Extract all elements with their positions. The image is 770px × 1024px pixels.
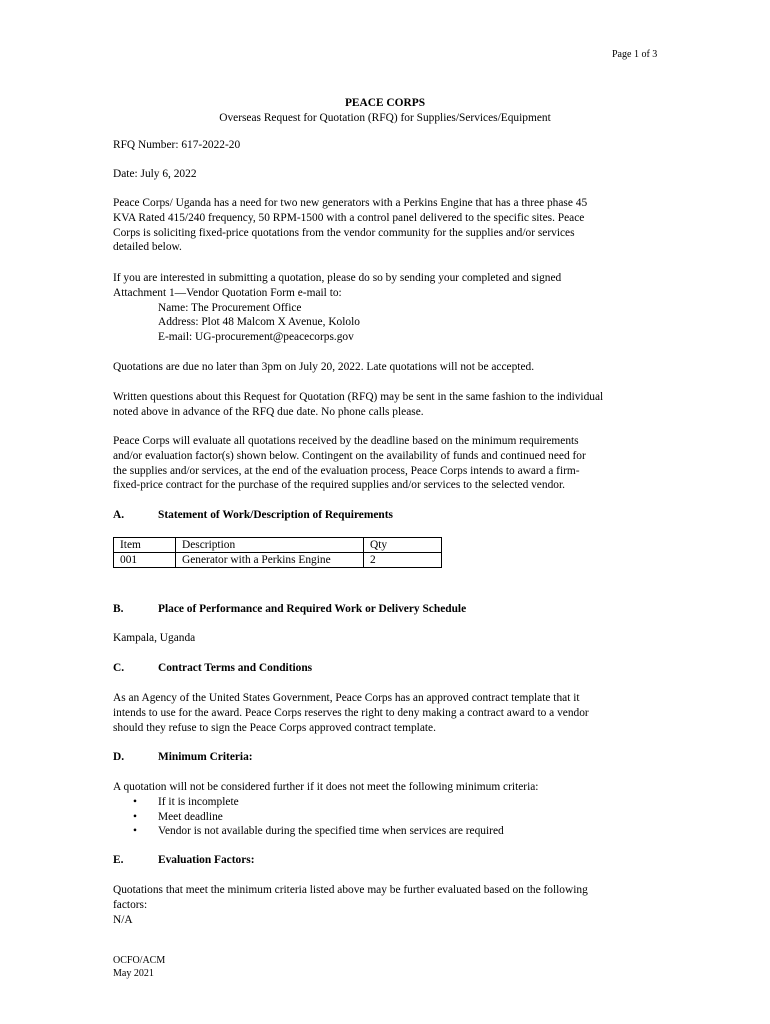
text-line: Quotations that meet the minimum criteria listed above may be further evaluated based on the following xyxy=(113,884,588,896)
text-line: detailed below. xyxy=(113,241,182,254)
contact-email: E-mail: UG-procurement@peacecorps.gov xyxy=(158,331,354,344)
table-header-cell: Item xyxy=(114,538,176,553)
table-cell: 001 xyxy=(114,553,176,568)
section-a-heading xyxy=(113,508,658,523)
requirements-table xyxy=(113,537,442,568)
page-number: Page 1 of 3 xyxy=(612,49,658,60)
intro-paragraph xyxy=(113,196,658,255)
text-line: KVA Rated 415/240 frequency, 50 RPM-1500 with a control panel delivered to the specific sites. Peace xyxy=(113,211,585,224)
footer-office: OCFO/ACM xyxy=(113,955,166,966)
list-item: • Meet deadline xyxy=(133,810,223,823)
document-title: PEACE CORPS xyxy=(344,97,426,109)
bullet-icon: • xyxy=(133,825,137,838)
text-line: should they refuse to sign the Peace Corps approved contract template. xyxy=(113,721,436,734)
section-title: Statement of Work/Description of Requirements xyxy=(158,509,393,521)
text-line: Peace Corps/ Uganda has a need for two new generators with a Perkins Engine that has a three phase 45 xyxy=(113,197,588,209)
document-header xyxy=(0,96,770,126)
table-header-cell: Description xyxy=(176,538,364,553)
bullet-icon: • xyxy=(133,795,137,808)
text-line: and/or evaluation factor(s) shown below. Contingent on the availability of funds and continued need for xyxy=(113,449,586,462)
document-subtitle: Overseas Request for Quotation (RFQ) for Supplies/Services/Equipment xyxy=(219,111,551,124)
section-e-body xyxy=(113,883,658,927)
text-line: fixed-price contract for the purchase of the required supplies and/or services to the selected vendor. xyxy=(113,479,565,492)
text-line: Corps is soliciting fixed-price quotations from the vendor community for the supplies and/or services xyxy=(113,226,575,239)
table-header-row xyxy=(114,538,442,553)
table-row xyxy=(114,553,442,568)
section-d-body xyxy=(113,780,658,839)
section-letter: E. xyxy=(113,854,124,866)
table-header-cell: Qty xyxy=(364,538,442,553)
text-line: intends to use for the award. Peace Corps reserves the right to deny making a contract award to a vendor xyxy=(113,706,589,719)
document-footer xyxy=(113,954,165,980)
contact-name: Name: The Procurement Office xyxy=(158,301,302,314)
deadline-paragraph: Quotations are due no later than 3pm on July 20, 2022. Late quotations will not be accepted. xyxy=(113,361,535,373)
section-title: Minimum Criteria: xyxy=(158,751,253,763)
text-line: Attachment 1—Vendor Quotation Form e-mail to: xyxy=(113,286,342,299)
list-item: • If it is incomplete xyxy=(133,795,239,808)
section-c-heading xyxy=(113,661,658,676)
text-line: noted above in advance of the RFQ due date. No phone calls please. xyxy=(113,405,424,418)
text-line: As an Agency of the United States Government, Peace Corps has an approved contract template that it xyxy=(113,692,580,704)
section-title: Evaluation Factors: xyxy=(158,854,255,866)
rfq-date: Date: July 6, 2022 xyxy=(113,168,197,180)
criteria-list xyxy=(113,795,658,839)
list-item: • Vendor is not available during the specified time when services are required xyxy=(133,825,504,838)
table-cell: 2 xyxy=(364,553,442,568)
section-c-body xyxy=(113,691,658,735)
text-line: Peace Corps will evaluate all quotations received by the deadline based on the minimum requirements xyxy=(113,435,579,447)
table-cell: Generator with a Perkins Engine xyxy=(176,553,364,568)
section-letter: D. xyxy=(113,751,125,763)
text-line: Written questions about this Request for Quotation (RFQ) may be sent in the same fashion to the individual xyxy=(113,391,604,403)
section-letter: B. xyxy=(113,603,124,615)
rfq-number: RFQ Number: 617-2022-20 xyxy=(113,139,241,151)
text-line: factors: xyxy=(113,898,148,911)
evaluation-paragraph xyxy=(113,434,658,493)
section-b-heading xyxy=(113,602,658,617)
section-letter: A. xyxy=(113,509,125,521)
submission-paragraph xyxy=(113,271,658,345)
section-title: Contract Terms and Conditions xyxy=(158,662,313,674)
bullet-icon: • xyxy=(133,810,137,823)
contact-address: Address: Plot 48 Malcom X Avenue, Kololo xyxy=(158,316,360,329)
questions-paragraph xyxy=(113,390,658,420)
text-line: the supplies and/or services, at the end of the evaluation process, Peace Corps intends to award a firm- xyxy=(113,464,580,477)
text-line: N/A xyxy=(113,913,133,926)
text-line: A quotation will not be considered further if it does not meet the following minimum criteria: xyxy=(113,781,539,793)
text-line: If you are interested in submitting a quotation, please do so by sending your completed and signed xyxy=(113,272,562,284)
section-e-heading xyxy=(113,853,658,868)
section-title: Place of Performance and Required Work or Delivery Schedule xyxy=(158,603,467,615)
section-d-heading xyxy=(113,750,658,765)
section-b-body: Kampala, Uganda xyxy=(113,632,196,644)
section-letter: C. xyxy=(113,662,125,674)
footer-date: May 2021 xyxy=(113,968,154,979)
